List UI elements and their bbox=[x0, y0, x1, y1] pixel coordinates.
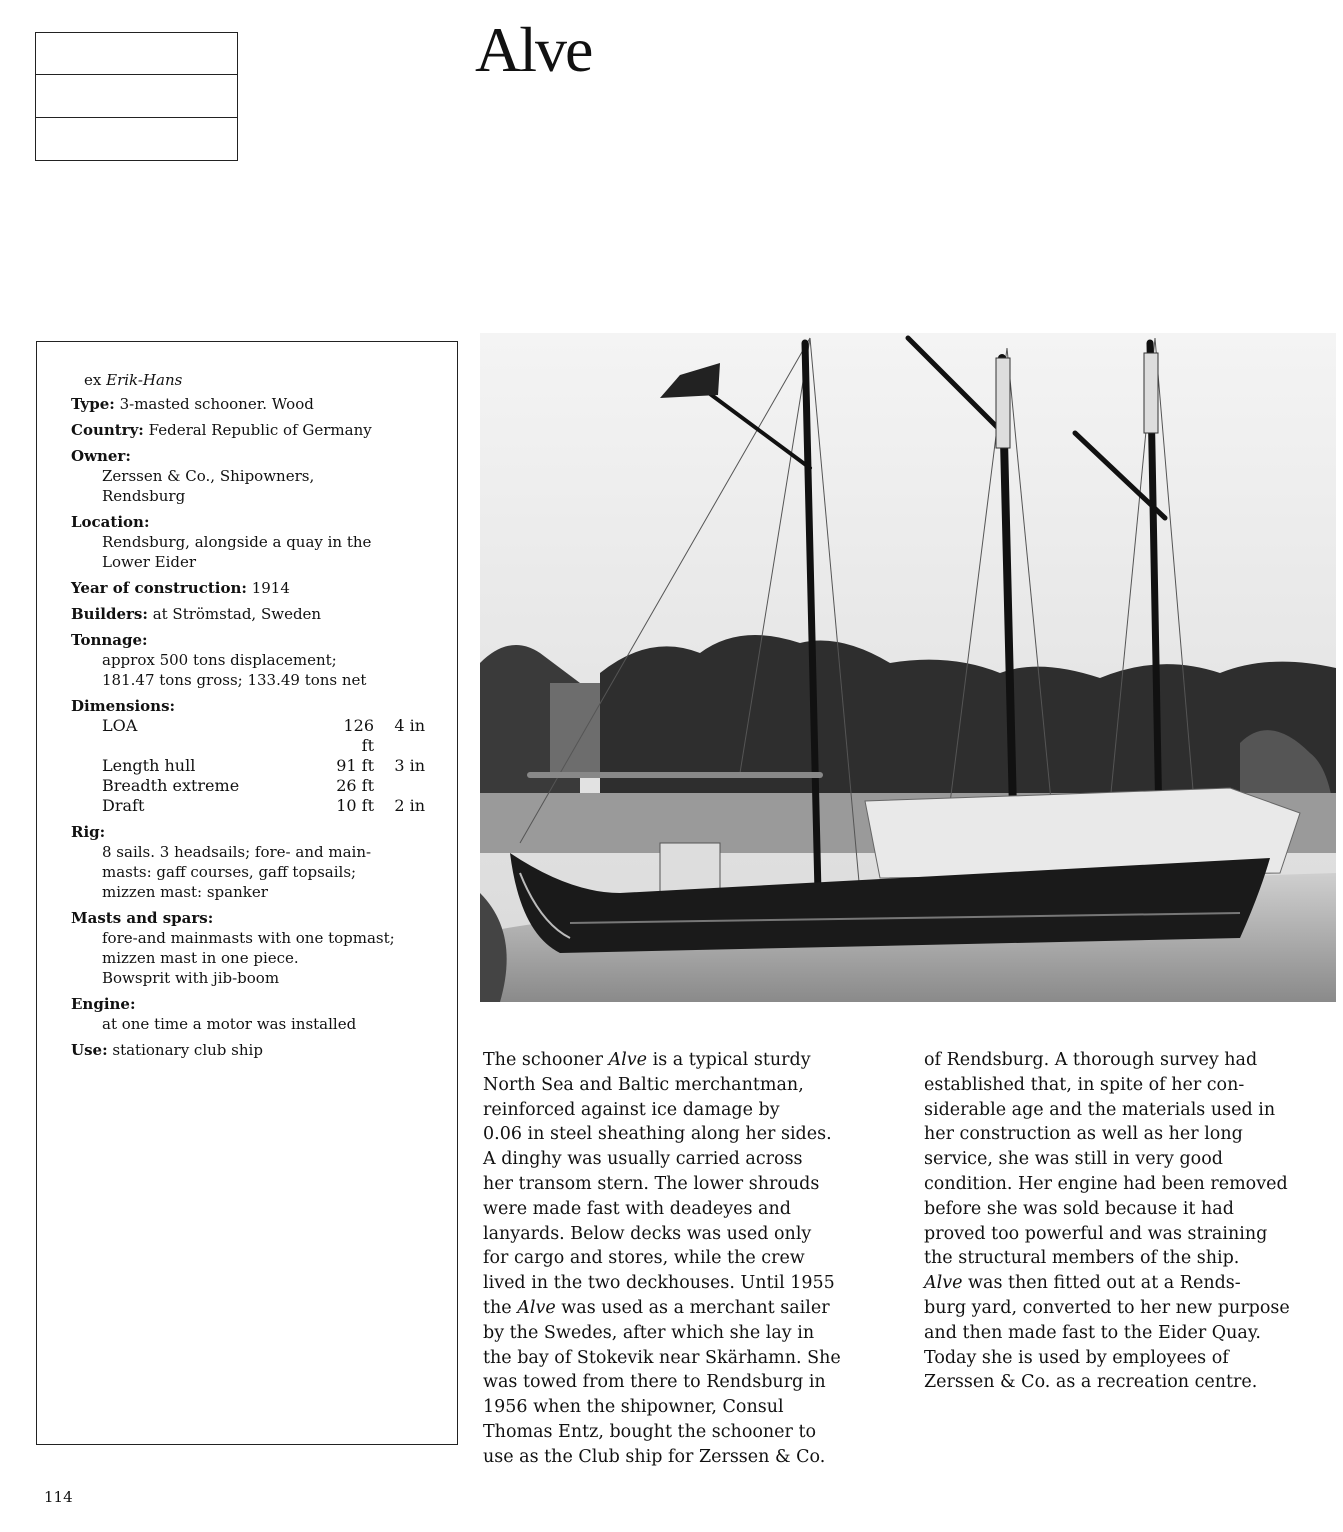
dimension-name: Draft bbox=[102, 796, 145, 815]
spec-use-value: stationary club ship bbox=[112, 1041, 263, 1059]
body-text-line bbox=[483, 1172, 895, 1197]
body-text-line bbox=[924, 1370, 1336, 1395]
spec-masts-label: Masts and spars: bbox=[71, 909, 214, 927]
spec-builders-value: at Strömstad, Sweden bbox=[152, 605, 322, 623]
spec-engine-label: Engine: bbox=[71, 995, 136, 1013]
spec-country-value: Federal Republic of Germany bbox=[148, 421, 372, 439]
ship-name-italic: Alve bbox=[924, 1273, 963, 1294]
body-text-left bbox=[483, 1048, 895, 1470]
spec-masts-line: fore-and mainmasts with one topmast; bbox=[102, 929, 395, 947]
body-text-line bbox=[483, 1346, 895, 1371]
flag-stripe-top bbox=[36, 33, 237, 75]
body-text-run: were made fast with deadeyes and bbox=[483, 1198, 791, 1219]
spec-rig bbox=[71, 822, 457, 902]
page-number: 114 bbox=[44, 1488, 73, 1506]
body-text-line bbox=[924, 1048, 1336, 1073]
body-text-run: Thomas Entz, bought the schooner to bbox=[483, 1421, 817, 1442]
spec-owner-line: Zerssen & Co., Shipowners, bbox=[102, 467, 315, 485]
spec-year-value: 1914 bbox=[251, 579, 290, 597]
spec-year bbox=[71, 578, 457, 598]
spec-builders-label: Builders: bbox=[71, 605, 148, 623]
body-text-line bbox=[924, 1172, 1336, 1197]
dimension-name: Length hull bbox=[102, 756, 196, 775]
body-text-run: burg yard, converted to her new purpose bbox=[924, 1297, 1290, 1318]
spec-type-value: 3-masted schooner. Wood bbox=[119, 395, 314, 413]
former-name bbox=[84, 370, 457, 390]
body-text-run: 1956 when the shipowner, Consul bbox=[483, 1397, 784, 1418]
spec-tonnage-line: approx 500 tons displacement; bbox=[102, 651, 337, 669]
body-text-line bbox=[924, 1222, 1336, 1247]
body-text-run: A dinghy was usually carried across bbox=[483, 1149, 803, 1170]
ship-name-italic: Alve bbox=[608, 1050, 648, 1070]
spec-rig-line: mizzen mast: spanker bbox=[102, 883, 268, 901]
body-text-line bbox=[924, 1246, 1336, 1271]
spec-use bbox=[71, 1040, 457, 1060]
spec-location bbox=[71, 512, 457, 572]
dimension-row bbox=[102, 776, 425, 796]
body-text-run: for cargo and stores, while the crew bbox=[483, 1248, 805, 1269]
dimension-row bbox=[102, 796, 425, 816]
flag-stripe-middle bbox=[36, 75, 237, 117]
body-text-run: Zerssen & Co. as a recreation centre. bbox=[924, 1372, 1258, 1393]
body-text-run: of Rendsburg. A thorough survey had bbox=[924, 1050, 1258, 1070]
body-text-run: North Sea and Baltic merchantman, bbox=[483, 1074, 804, 1095]
spec-location-line: Lower Eider bbox=[102, 553, 197, 571]
body-text-run: her transom stern. The lower shrouds bbox=[483, 1173, 820, 1194]
flag-stripe-bottom bbox=[36, 118, 237, 160]
dimension-feet: 91 ft bbox=[336, 756, 374, 775]
spec-rig-label: Rig: bbox=[71, 823, 106, 841]
body-text-run: The schooner bbox=[483, 1050, 609, 1070]
dimension-inches bbox=[374, 776, 425, 796]
ship-name-italic: Alve bbox=[517, 1297, 556, 1318]
dimension-row bbox=[102, 756, 425, 776]
body-text-line bbox=[483, 1122, 895, 1147]
body-text-line bbox=[483, 1445, 895, 1470]
body-text-line bbox=[483, 1321, 895, 1346]
body-text-line bbox=[483, 1222, 895, 1247]
spec-rig-line: masts: gaff courses, gaff topsails; bbox=[102, 863, 357, 881]
body-text-line bbox=[483, 1395, 895, 1420]
spec-country bbox=[71, 420, 457, 440]
body-text-run: is a typical sturdy bbox=[647, 1050, 811, 1070]
body-text-run: before she was sold because it had bbox=[924, 1198, 1234, 1219]
body-text-run: proved too powerful and was straining bbox=[924, 1223, 1268, 1244]
body-text-run: service, she was still in very good bbox=[924, 1149, 1223, 1170]
body-text-line bbox=[483, 1246, 895, 1271]
dimension-name: LOA bbox=[102, 716, 138, 735]
dimension-row bbox=[102, 716, 425, 756]
dimension-name: Breadth extreme bbox=[102, 776, 240, 795]
spec-type-label: Type: bbox=[71, 395, 115, 413]
spec-tonnage bbox=[71, 630, 457, 690]
ex-name: Erik-Hans bbox=[106, 371, 183, 389]
body-text-line bbox=[924, 1321, 1336, 1346]
body-text-line bbox=[924, 1147, 1336, 1172]
body-text-line bbox=[483, 1197, 895, 1222]
spec-location-label: Location: bbox=[71, 513, 150, 531]
body-text-line bbox=[924, 1073, 1336, 1098]
body-text-run: reinforced against ice damage by bbox=[483, 1099, 780, 1120]
flag-outline bbox=[35, 32, 238, 161]
body-text-line bbox=[924, 1271, 1336, 1296]
spec-year-label: Year of construction: bbox=[71, 579, 247, 597]
spec-location-line: Rendsburg, alongside a quay in the bbox=[102, 533, 372, 551]
body-text-run: established that, in spite of her con- bbox=[924, 1074, 1245, 1095]
dimension-inches: 2 in bbox=[394, 796, 425, 815]
spec-dimensions bbox=[71, 696, 457, 816]
dimension-feet: 126 ft bbox=[343, 716, 374, 755]
body-text-run: the structural members of the ship. bbox=[924, 1248, 1240, 1269]
page-title: Alve bbox=[475, 14, 592, 85]
body-text-line bbox=[483, 1296, 895, 1321]
body-text-line bbox=[924, 1122, 1336, 1147]
body-text-run: lived in the two deckhouses. Until 1955 bbox=[483, 1273, 835, 1294]
body-text-run: 0.06 in steel sheathing along her sides. bbox=[483, 1124, 832, 1145]
body-text-line bbox=[924, 1346, 1336, 1371]
spec-owner-line: Rendsburg bbox=[102, 487, 186, 505]
body-text-run: Today she is used by employees of bbox=[924, 1347, 1229, 1368]
body-text-line bbox=[924, 1197, 1336, 1222]
body-text-line bbox=[483, 1048, 895, 1073]
body-text-run: the bay of Stokevik near Skärhamn. She bbox=[483, 1347, 841, 1368]
ex-prefix: ex bbox=[84, 371, 102, 389]
spec-engine-line: at one time a motor was installed bbox=[102, 1015, 357, 1033]
body-text-run: the bbox=[483, 1297, 518, 1318]
dimension-feet: 26 ft bbox=[336, 776, 374, 795]
body-text-run: siderable age and the materials used in bbox=[924, 1099, 1276, 1120]
spec-masts bbox=[71, 908, 457, 988]
spec-engine bbox=[71, 994, 457, 1034]
body-text-line bbox=[924, 1098, 1336, 1123]
body-text-run: and then made fast to the Eider Quay. bbox=[924, 1322, 1261, 1343]
spec-tonnage-line: 181.47 tons gross; 133.49 tons net bbox=[102, 671, 367, 689]
body-text-line bbox=[483, 1420, 895, 1445]
body-text-run: condition. Her engine had been removed bbox=[924, 1173, 1288, 1194]
dimensions-table bbox=[71, 716, 425, 816]
spec-owner-label: Owner: bbox=[71, 447, 131, 465]
dimension-feet: 10 ft bbox=[336, 796, 374, 815]
schooner-photo bbox=[480, 333, 1336, 1002]
spec-builders bbox=[71, 604, 457, 624]
spec-box bbox=[36, 341, 458, 1445]
dimension-inches: 3 in bbox=[394, 756, 425, 775]
body-text-run: her construction as well as her long bbox=[924, 1124, 1243, 1145]
spec-rig-line: 8 sails. 3 headsails; fore- and main- bbox=[102, 843, 372, 861]
spec-tonnage-label: Tonnage: bbox=[71, 631, 148, 649]
spec-masts-line: Bowsprit with jib-boom bbox=[102, 969, 280, 987]
spec-owner bbox=[71, 446, 457, 506]
body-text-run: was then fitted out at a Rends- bbox=[962, 1273, 1241, 1294]
spec-masts-line: mizzen mast in one piece. bbox=[102, 949, 299, 967]
photo-topmast-white bbox=[996, 358, 1010, 448]
spec-use-label: Use: bbox=[71, 1041, 108, 1059]
body-text-run: was used as a merchant sailer bbox=[555, 1297, 830, 1318]
body-text-right bbox=[924, 1048, 1336, 1395]
spec-type bbox=[71, 394, 457, 414]
body-text-line bbox=[483, 1271, 895, 1296]
dimension-inches: 4 in bbox=[394, 716, 425, 735]
spec-dimensions-label: Dimensions: bbox=[71, 697, 176, 715]
body-text-line bbox=[483, 1370, 895, 1395]
spec-country-label: Country: bbox=[71, 421, 144, 439]
body-text-line bbox=[924, 1296, 1336, 1321]
body-text-line bbox=[483, 1098, 895, 1123]
photo-topmast-white bbox=[1144, 353, 1158, 433]
body-text-line bbox=[483, 1147, 895, 1172]
body-text-run: lanyards. Below decks was used only bbox=[483, 1223, 812, 1244]
body-text-line bbox=[483, 1073, 895, 1098]
body-text-run: was towed from there to Rendsburg in bbox=[483, 1372, 826, 1393]
body-text-run: by the Swedes, after which she lay in bbox=[483, 1322, 815, 1343]
body-text-run: use as the Club ship for Zerssen & Co. bbox=[483, 1446, 826, 1467]
